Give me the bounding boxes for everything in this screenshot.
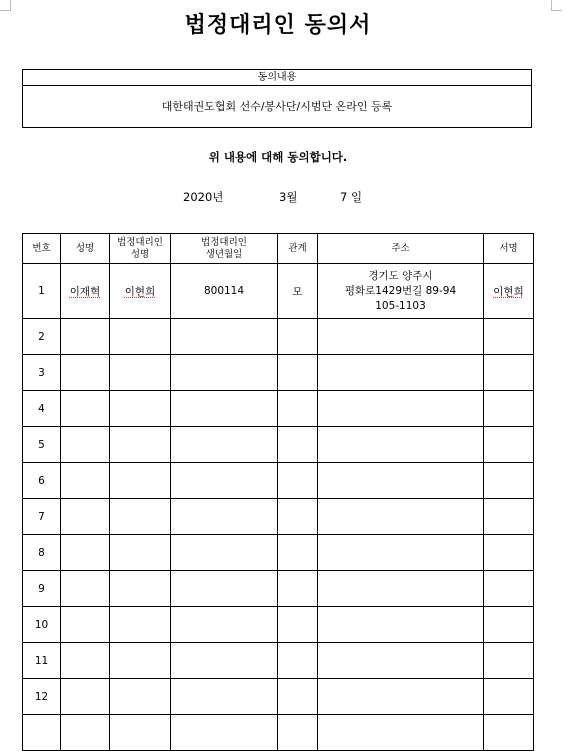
cell-no: 3 — [23, 355, 61, 391]
page-title: 법정대리인 동의서 — [184, 12, 372, 38]
header-address: 주소 — [318, 234, 484, 264]
cell-name[interactable] — [61, 607, 110, 643]
cell-guardian-name[interactable] — [110, 427, 171, 463]
cell-no: 8 — [23, 535, 61, 571]
cell-name[interactable] — [61, 715, 110, 751]
cell-no: 5 — [23, 427, 61, 463]
cell-relation[interactable] — [278, 391, 318, 427]
cell-signature[interactable] — [484, 535, 534, 571]
cell-signature[interactable] — [484, 643, 534, 679]
cell-relation[interactable] — [278, 535, 318, 571]
cell-guardian-birth[interactable] — [171, 427, 278, 463]
cell-name[interactable] — [61, 571, 110, 607]
header-guardian-birth — [171, 234, 278, 264]
cell-guardian-name[interactable] — [110, 715, 171, 751]
cell-address[interactable] — [318, 643, 484, 679]
table-row — [23, 643, 534, 679]
table-row — [23, 679, 534, 715]
cell-guardian-birth[interactable] — [171, 319, 278, 355]
cell-name[interactable] — [61, 391, 110, 427]
cell-guardian-birth[interactable] — [171, 715, 278, 751]
cell-signature[interactable] — [484, 427, 534, 463]
cell-no — [23, 715, 61, 751]
cell-address[interactable] — [318, 355, 484, 391]
cell-address[interactable] — [318, 427, 484, 463]
cell-guardian-birth[interactable] — [171, 499, 278, 535]
cell-address[interactable] — [318, 679, 484, 715]
cell-address[interactable] — [318, 535, 484, 571]
table-row — [23, 607, 534, 643]
cell-guardian-birth[interactable] — [171, 391, 278, 427]
cell-name[interactable] — [61, 427, 110, 463]
cell-guardian-birth[interactable] — [171, 679, 278, 715]
address-line-3: 105-1103 — [375, 299, 426, 312]
cell-relation: 모 — [278, 264, 318, 319]
cell-no: 9 — [23, 571, 61, 607]
cell-signature[interactable] — [484, 607, 534, 643]
cell-no: 7 — [23, 499, 61, 535]
cell-name[interactable] — [61, 679, 110, 715]
table-row — [23, 715, 534, 751]
cell-guardian-birth[interactable] — [171, 535, 278, 571]
cell-name[interactable] — [61, 319, 110, 355]
cell-relation[interactable] — [278, 643, 318, 679]
consent-body: 대한태권도협회 선수/봉사단/시범단 온라인 등록 — [161, 100, 393, 113]
address-line-1: 경기도 양주시 — [368, 269, 433, 282]
header-guardian-birth-line2: 생년월일 — [205, 248, 243, 260]
cell-address[interactable] — [318, 571, 484, 607]
cell-relation[interactable] — [278, 319, 318, 355]
cell-guardian-name[interactable] — [110, 571, 171, 607]
cell-guardian-birth[interactable] — [171, 571, 278, 607]
header-guardian-birth-line1: 법정대리인 — [201, 236, 247, 248]
cell-guardian-name[interactable] — [110, 499, 171, 535]
table-row — [23, 264, 534, 319]
header-name: 성명 — [61, 234, 110, 264]
cell-guardian-birth[interactable] — [171, 607, 278, 643]
cell-signature[interactable] — [484, 679, 534, 715]
address-line-2: 평화로1429번길 89-94 — [344, 284, 457, 297]
cell-signature[interactable] — [484, 463, 534, 499]
cell-guardian-name[interactable] — [110, 643, 171, 679]
cell-relation[interactable] — [278, 499, 318, 535]
cell-name[interactable] — [61, 463, 110, 499]
table-row — [23, 463, 534, 499]
table-row — [23, 355, 534, 391]
table-row — [23, 391, 534, 427]
consent-box — [22, 69, 532, 128]
cell-address[interactable] — [318, 463, 484, 499]
cell-address[interactable] — [318, 391, 484, 427]
cell-guardian-name[interactable] — [110, 679, 171, 715]
cell-no: 2 — [23, 319, 61, 355]
cell-signature[interactable] — [484, 499, 534, 535]
cell-relation[interactable] — [278, 607, 318, 643]
header-guardian-name — [110, 234, 171, 264]
table-header-row — [23, 234, 534, 264]
agree-statement: 위 내용에 대해 동의합니다. — [208, 150, 348, 164]
table-row — [23, 499, 534, 535]
cell-guardian-birth[interactable] — [171, 355, 278, 391]
cell-guardian-name[interactable] — [110, 535, 171, 571]
cell-guardian-name[interactable] — [110, 355, 171, 391]
cell-name[interactable] — [61, 643, 110, 679]
header-signature: 서명 — [484, 234, 534, 264]
cell-name[interactable] — [61, 355, 110, 391]
cell-no: 10 — [23, 607, 61, 643]
cell-name-text: 이재혁 — [69, 285, 101, 298]
cell-name[interactable] — [61, 535, 110, 571]
cell-signature — [484, 264, 534, 319]
cell-guardian-name[interactable] — [110, 463, 171, 499]
consent-header: 동의내용 — [23, 70, 531, 86]
date-year: 2020년 — [183, 190, 224, 204]
member-table — [22, 233, 534, 751]
cell-signature[interactable] — [484, 319, 534, 355]
date-month: 3월 — [279, 190, 298, 204]
cell-relation[interactable] — [278, 427, 318, 463]
cell-relation[interactable] — [278, 679, 318, 715]
cell-guardian-name[interactable] — [110, 319, 171, 355]
cell-signature-text: 이현희 — [493, 285, 524, 298]
cell-guardian-birth: 800114 — [171, 264, 278, 319]
cell-signature[interactable] — [484, 715, 534, 751]
header-guardian-name-line2: 성명 — [130, 248, 150, 260]
cell-guardian-name[interactable] — [110, 607, 171, 643]
table-row — [23, 535, 534, 571]
cell-no: 1 — [23, 264, 61, 319]
cell-relation[interactable] — [278, 715, 318, 751]
cell-address[interactable] — [318, 715, 484, 751]
cell-address — [318, 264, 484, 319]
header-guardian-name-line1: 법정대리인 — [117, 236, 163, 248]
cell-guardian-name[interactable] — [110, 391, 171, 427]
cell-address[interactable] — [318, 499, 484, 535]
cell-address[interactable] — [318, 319, 484, 355]
cell-relation[interactable] — [278, 463, 318, 499]
cell-guardian-birth[interactable] — [171, 643, 278, 679]
cell-name[interactable] — [61, 499, 110, 535]
cell-relation[interactable] — [278, 355, 318, 391]
cell-name — [61, 264, 110, 319]
date-day: 7 일 — [340, 190, 363, 204]
table-row — [23, 319, 534, 355]
cell-guardian-name — [110, 264, 171, 319]
header-no: 번호 — [23, 234, 61, 264]
cell-guardian-name-text: 이현희 — [124, 285, 156, 298]
cell-signature[interactable] — [484, 355, 534, 391]
cell-signature[interactable] — [484, 571, 534, 607]
cell-guardian-birth[interactable] — [171, 463, 278, 499]
cell-no: 6 — [23, 463, 61, 499]
cell-no: 11 — [23, 643, 61, 679]
cell-no: 4 — [23, 391, 61, 427]
cell-signature[interactable] — [484, 391, 534, 427]
cell-no: 12 — [23, 679, 61, 715]
cell-address[interactable] — [318, 607, 484, 643]
cell-relation[interactable] — [278, 571, 318, 607]
table-row — [23, 427, 534, 463]
table-row — [23, 571, 534, 607]
header-relation: 관계 — [278, 234, 318, 264]
